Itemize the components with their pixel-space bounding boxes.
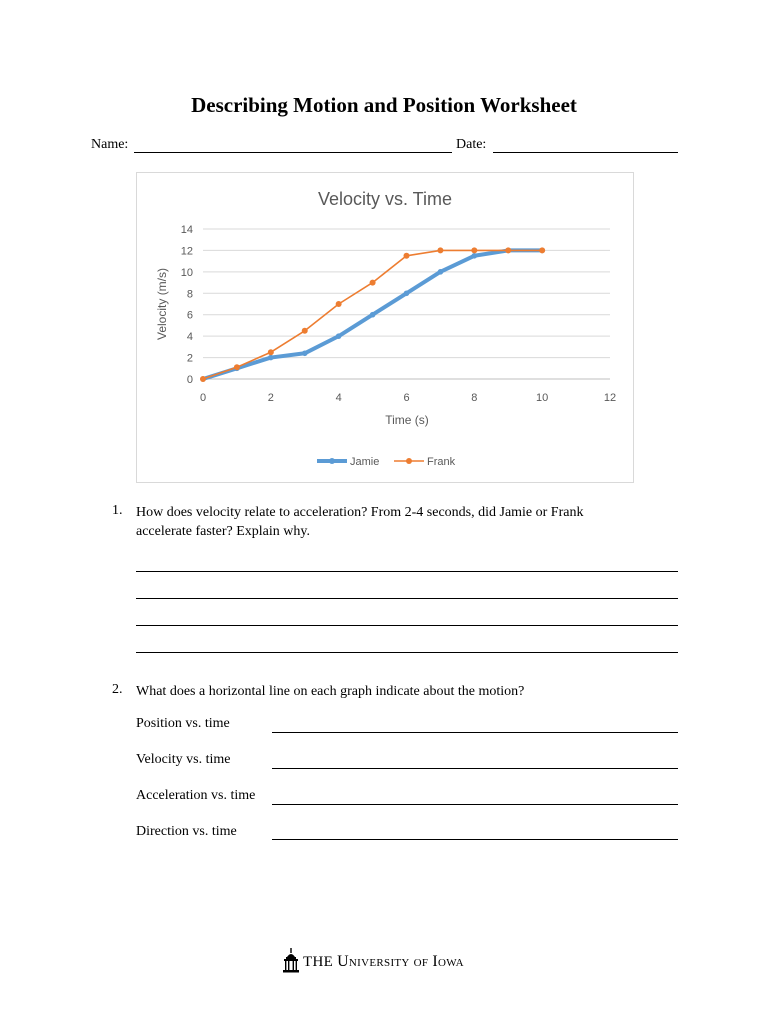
legend-label-frank: Frank [427, 456, 456, 468]
name-label: Name: [91, 137, 129, 152]
data-point-frank-1 [234, 364, 240, 370]
chart-svg [137, 173, 633, 482]
data-point-jamie-6 [404, 290, 410, 296]
question-1-text-line1: How does velocity relate to acceleration? From 2-4 seconds, did Jamie or Frank [136, 505, 584, 520]
x-tick-label-5: 10 [536, 392, 549, 404]
question-2-number: 2. [112, 682, 123, 697]
y-tick-label-2: 4 [186, 331, 193, 344]
university-wordmark [303, 953, 464, 971]
date-label: Date: [456, 137, 487, 152]
x-tick-label-0: 0 [199, 392, 207, 404]
q2-direction-label: Direction vs. time [136, 824, 237, 839]
legend-label-jamie: Jamie [350, 456, 380, 468]
wordmark-the: THE [303, 954, 334, 970]
data-point-jamie-3 [302, 350, 308, 356]
y-tick-label-0: 0 [186, 374, 193, 386]
data-point-frank-5 [370, 280, 376, 286]
q2-direction-field[interactable] [272, 839, 678, 840]
data-point-jamie-5 [370, 312, 376, 318]
question-1-number: 1. [112, 503, 123, 518]
wordmark-of: of [413, 953, 429, 970]
data-point-jamie-8 [472, 253, 478, 259]
q2-velocity-field[interactable] [272, 768, 678, 769]
legend-swatch-marker-jamie [329, 458, 335, 464]
answer-line-1[interactable] [136, 571, 678, 572]
data-point-jamie-4 [336, 333, 342, 339]
x-tick-label-6: 12 [603, 392, 617, 404]
question-1-text-line2: accelerate faster? Explain why. [136, 524, 310, 539]
answer-line-3[interactable] [136, 625, 678, 626]
chart-title: Velocity vs. Time [317, 189, 453, 209]
data-point-frank-2 [268, 349, 274, 355]
question-2-text: What does a horizontal line on each graph indicate about the motion? [136, 684, 525, 699]
y-tick-label-3: 6 [186, 309, 193, 322]
wordmark-iowa: Iowa [432, 953, 464, 970]
y-tick-label-6: 12 [180, 245, 193, 258]
x-tick-label-4: 8 [471, 392, 478, 404]
y-axis-label: Velocity (m/s) [155, 267, 169, 341]
q2-position-field[interactable] [272, 732, 678, 733]
data-point-frank-3 [302, 328, 308, 334]
y-tick-label-7: 14 [180, 224, 193, 236]
worksheet-title: Describing Motion and Position Worksheet [191, 93, 577, 117]
data-point-frank-4 [336, 301, 342, 307]
q2-acceleration-field[interactable] [272, 804, 678, 805]
wordmark-university: University [337, 953, 410, 970]
x-tick-label-1: 2 [267, 392, 274, 404]
data-point-frank-0 [200, 376, 206, 382]
answer-line-2[interactable] [136, 598, 678, 599]
name-field[interactable] [134, 152, 452, 153]
legend-swatch-marker-frank [406, 458, 412, 464]
date-field[interactable] [493, 152, 678, 153]
data-point-frank-6 [404, 253, 410, 259]
y-tick-label-4: 8 [186, 288, 193, 301]
old-capitol-logo-icon [282, 948, 300, 974]
data-point-frank-10 [539, 247, 545, 253]
y-tick-label-5: 10 [180, 266, 193, 279]
x-axis-label: Time (s) [385, 413, 429, 427]
q2-position-label: Position vs. time [136, 716, 230, 731]
x-tick-label-3: 6 [403, 392, 410, 404]
data-point-frank-9 [505, 247, 511, 253]
x-tick-label-2: 4 [335, 392, 342, 404]
y-tick-label-1: 2 [186, 352, 193, 365]
data-point-jamie-7 [438, 269, 444, 275]
answer-line-4[interactable] [136, 652, 678, 653]
velocity-time-chart [136, 172, 634, 483]
data-point-frank-7 [437, 247, 443, 253]
q2-velocity-label: Velocity vs. time [136, 752, 231, 767]
data-point-jamie-2 [268, 355, 274, 361]
data-point-frank-8 [471, 247, 477, 253]
q2-acceleration-label: Acceleration vs. time [136, 788, 256, 803]
